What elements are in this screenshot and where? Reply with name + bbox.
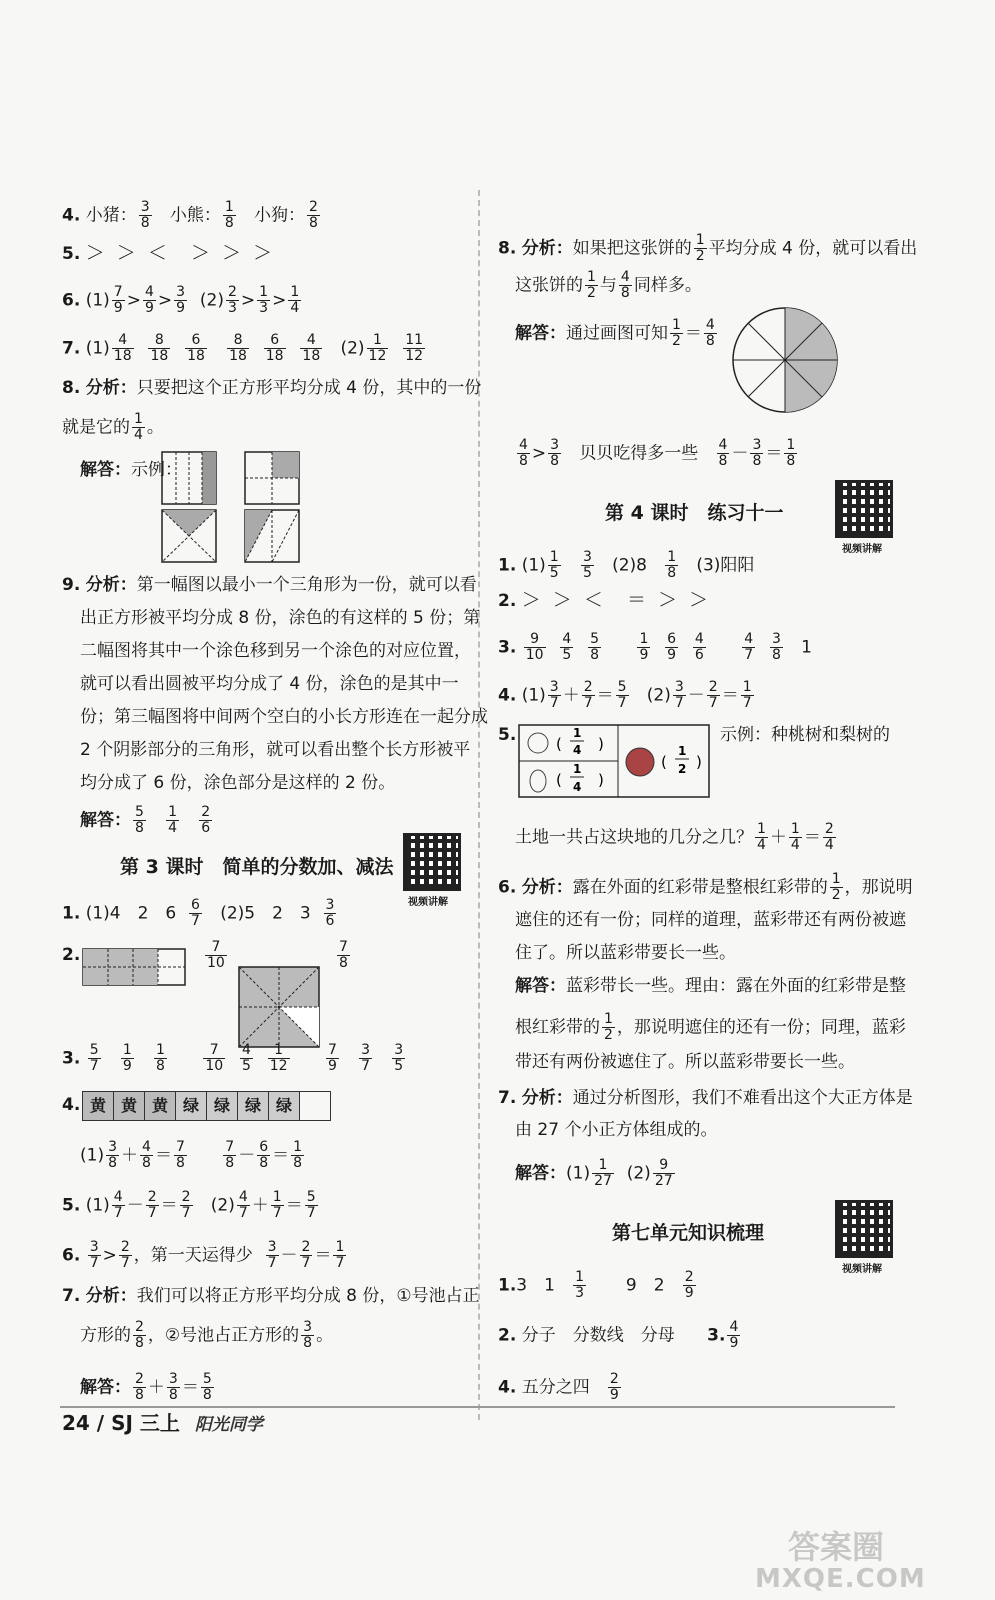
question-number: 4.	[498, 1377, 517, 1398]
analysis-text: 第一幅图以最小一个三角形为一份，就可以看	[136, 575, 477, 595]
part-label: (2)	[210, 1195, 235, 1216]
part-label: (2)	[199, 290, 224, 311]
strip-cell: 绿	[176, 1092, 207, 1120]
lesson3-answer-6: 6. $\frac{3}{7}$ > $\frac{2}{7}$ ，第一天运得少 $\frac{3}{7}$ － $\frac{2}{7}$ ＝ $\frac{1}{7}$	[62, 1239, 345, 1271]
answer-8-right-analysis: 8. 分析：如果把这张饼的 $\frac{1}{2}$ 平均分成 4 份，就可以看出	[498, 232, 918, 264]
question-number: 6.	[62, 1245, 81, 1266]
label: 小猪：	[85, 205, 137, 226]
lesson3-answer-7-solution: 解答： $\frac{2}{8}$ ＋ $\frac{3}{8}$ ＝ $\frac{5}{8}$	[80, 1371, 212, 1403]
analysis-text: 我们可以将正方形平均分成 8 份，①号池占正	[136, 1286, 480, 1306]
unit7-answer-1: 1.3 1 $\frac{1}{3}$ 9 2 $\frac{2}{9}$	[498, 1269, 694, 1301]
strip-cell: 黄	[114, 1092, 145, 1120]
page-number: 24	[62, 1411, 90, 1435]
lesson4-answer-5-line2: 土地一共占这块地的几分之几？ $\frac{1}{4}$ ＋ $\frac{1}{4}$ ＝ $\frac{2}{4}$	[515, 821, 834, 853]
lesson4-answer-2	[498, 590, 708, 611]
label: 小熊：	[169, 205, 221, 226]
question-number: 1.	[498, 1275, 517, 1296]
part-label: (2)	[340, 338, 365, 359]
qr-label: 视频讲解	[842, 544, 882, 555]
solution-text: 根红彩带的	[515, 1017, 600, 1038]
svg-text:1: 1	[678, 744, 687, 758]
qr-code-icon[interactable]	[835, 480, 893, 538]
analysis-text: 出正方形被平均分成 8 份，涂色的有这样的 5 份；第	[80, 608, 481, 628]
analysis-text: 住了。所以蓝彩带要长一些。	[515, 943, 736, 963]
question-number: 4.	[62, 1095, 81, 1115]
part-label: (2)	[626, 1163, 651, 1184]
lesson3-answer-4	[62, 1095, 80, 1115]
lesson4-answer-5	[498, 725, 516, 745]
question-number: 3.	[498, 637, 517, 658]
answer-text: 贝贝吃得多一些	[579, 443, 699, 464]
answer-7: 7. (1) $\frac{4}{18}$ $\frac{8}{18}$ $\frac{6}{18}$ $\frac{8}{18}$ $\frac{6}{18}$ $\frac{4}{18}$ (2) $\frac{1}{12}$ $\frac{11}{12}$	[62, 332, 424, 364]
question-number: 7.	[498, 1088, 517, 1108]
answer-9-analysis	[62, 575, 477, 595]
example-text: 示例：种桃树和梨树的	[720, 725, 890, 745]
part-label: (1)	[566, 1163, 591, 1184]
unit7-answer-2: 2. 分子 分数线 分母 3. $\frac{4}{9}$	[498, 1319, 739, 1351]
question-number: 8.	[498, 238, 517, 259]
analysis-text: 方形的	[80, 1325, 131, 1346]
svg-text:): )	[598, 735, 604, 753]
solution-text: 蓝彩带长一些。理由：露在外面的红彩带是整	[566, 976, 906, 996]
analysis-text: 只要把这个正方形平均分成 4 份，其中的一份	[136, 378, 482, 398]
question-number: 9.	[62, 575, 81, 595]
pie-circle-figure	[730, 305, 840, 415]
lesson4-answer-7-analysis	[498, 1088, 913, 1108]
lesson-4-title: 第 4 课时 练习十一	[605, 502, 784, 524]
rectangle-shading-figure	[82, 944, 187, 989]
strip-cell: 黄	[145, 1092, 176, 1120]
svg-text:4: 4	[573, 743, 582, 757]
svg-text:): )	[696, 753, 702, 771]
analysis-label: 分析：	[521, 238, 573, 259]
square-division-figures	[160, 450, 305, 565]
strip-cell	[300, 1092, 330, 1120]
answer-8-analysis	[62, 378, 481, 398]
qr-code-icon[interactable]	[835, 1200, 893, 1258]
answer-text: 1	[801, 637, 812, 658]
analysis-text: 2 个阴影部分的三角形，就可以看出整个长方形被平	[80, 740, 471, 760]
solution-label: 解答：	[515, 976, 566, 996]
analysis-text: 就可以看出圆被平均分成了 4 份，涂色的是其中一	[80, 674, 459, 694]
unit-7-title: 第七单元知识梳理	[612, 1222, 765, 1244]
analysis-label: 分析：	[85, 1286, 137, 1306]
solution-text: ，那说明遮住的还有一份；同理，蓝彩	[616, 1017, 906, 1038]
question-number: 7.	[62, 1286, 81, 1306]
analysis-text: 均分成了 6 份，涂色部分是这样的 2 份。	[80, 773, 396, 793]
solution-label: 解答：	[515, 1163, 566, 1184]
lesson3-answer-4-part1: (1) $\frac{3}{8}$ ＋ $\frac{4}{8}$ ＝ $\frac{7}{8}$ $\frac{7}{8}$ － $\frac{6}{8}$ ＝ $\frac{1}{8}$	[80, 1139, 303, 1171]
strip-cell: 绿	[269, 1092, 300, 1120]
svg-text:(: (	[556, 771, 562, 789]
lesson3-answer-7-analysis-2: 方形的 $\frac{2}{8}$ ，②号池占正方形的 $\frac{3}{8}$ 。	[80, 1319, 334, 1351]
answer-text: 五分之四	[521, 1377, 590, 1398]
analysis-text: 如果把这张饼的	[572, 238, 692, 259]
analysis-text: 二幅图将其中一个涂色移到另一个涂色的对应位置，	[80, 641, 471, 661]
analysis-text: 份；第三幅图将中间两个空白的小长方形连在一起分成	[80, 707, 488, 727]
solution-label: 解答：	[515, 323, 566, 344]
analysis-label: 分析：	[85, 575, 137, 595]
question-number: 6.	[62, 290, 81, 311]
question-number: 2.	[62, 945, 81, 965]
answer-9-solution: 解答： $\frac{5}{8}$ $\frac{1}{4}$ $\frac{2}{6}$	[80, 804, 211, 836]
answer-8-right-analysis-2: 这张饼的 $\frac{1}{2}$ 与 $\frac{4}{8}$ 同样多。	[515, 269, 702, 301]
question-number: 7.	[62, 338, 81, 359]
lesson4-answer-1: 1. (1) $\frac{1}{5}$ $\frac{3}{5}$ (2)8 $\frac{1}{8}$ (3)阳阳	[498, 549, 755, 581]
unit7-answer-4: 4. 五分之四 $\frac{2}{9}$	[498, 1371, 619, 1403]
analysis-text: 同样多。	[633, 275, 702, 296]
part-label: (1)	[85, 1195, 110, 1216]
watermark-text: MXQE.COM	[755, 1564, 926, 1594]
svg-text:(: (	[661, 753, 667, 771]
question-number: 1.	[498, 555, 517, 576]
lesson3-answer-5: 5. (1) $\frac{4}{7}$ － $\frac{2}{7}$ ＝ $\frac{2}{7}$ (2) $\frac{4}{7}$ ＋ $\frac{1}{7}$ ＝ $\frac{5}{7}$	[62, 1189, 316, 1221]
fraction: $\frac{2}{8}$	[308, 199, 318, 231]
lesson3-answer-3: 3. $\frac{5}{7}$ $\frac{1}{9}$ $\frac{1}{8}$ $\frac{7}{10}$ $\frac{4}{5}$ $\frac{1}{12}$ $\frac{7}{9}$ $\frac{3}{7}$ $\frac{3}{5}$	[62, 1042, 404, 1074]
question-number: 4.	[62, 205, 81, 226]
answer-6: 6. (1) $\frac{7}{9}$ > $\frac{4}{9}$ > $\frac{3}{9}$ (2) $\frac{2}{3}$ > $\frac{1}{3}$ > $\frac{1}{4}$	[62, 284, 300, 316]
part-label: (1)	[521, 555, 546, 576]
qr-code-icon[interactable]	[403, 833, 461, 891]
solution-label: 解答：	[80, 1377, 131, 1398]
solution-text: 示例：	[131, 460, 182, 480]
lesson3-answer-7-analysis	[62, 1286, 480, 1306]
answer-5	[62, 243, 272, 264]
part-label: (1)	[85, 290, 110, 311]
analysis-label: 分析：	[521, 877, 573, 898]
analysis-text: 平均分成 4 份，就可以看出	[708, 238, 918, 259]
lesson4-answer-6-solution-2: 根红彩带的 $\frac{1}{2}$ ，那说明遮住的还有一份；同理，蓝彩	[515, 1011, 906, 1043]
svg-text:(: (	[556, 735, 562, 753]
part-label: (1)	[85, 338, 110, 359]
answer-text: 3 1	[516, 1275, 555, 1296]
lesson-3-title: 第 3 课时 简单的分数加、减法	[120, 856, 394, 878]
question-number: 3.	[707, 1325, 726, 1346]
answer-8-right-compare: $\frac{4}{8}$ > $\frac{3}{8}$ 贝贝吃得多一些 $\frac{4}{8}$ － $\frac{3}{8}$ ＝ $\frac{1}{8}$	[519, 437, 796, 469]
lesson4-answer-6-solution	[515, 976, 906, 996]
analysis-text: 就是它的	[62, 417, 130, 438]
footer-rule	[60, 1406, 895, 1408]
brand-logo: 阳光同学	[194, 1415, 263, 1435]
question-number: 5.	[498, 725, 517, 745]
analysis-label: 分析：	[85, 378, 137, 398]
column-divider	[478, 190, 480, 1420]
analysis-text: 露在外面的红彩带是整根红彩带的	[572, 877, 828, 898]
series-label: SJ 三上	[111, 1411, 180, 1435]
svg-text:4: 4	[573, 780, 582, 794]
svg-text:2: 2	[678, 762, 687, 776]
qr-label: 视频讲解	[842, 1264, 882, 1275]
question-number: 2.	[498, 591, 517, 611]
answer-text: (1)4 2 6	[85, 903, 177, 924]
part-label: (2)8	[612, 555, 647, 576]
question-number: 2.	[498, 1325, 517, 1346]
footer: 24 / SJ 三上 阳光同学	[62, 1411, 263, 1435]
fruit-land-table	[518, 724, 710, 798]
watermark-logo: 答案圈	[788, 1528, 885, 1566]
question-number: 3.	[62, 1048, 81, 1069]
analysis-text: ，②号池占正方形的	[147, 1325, 300, 1346]
solution-label: 解答：	[80, 460, 131, 480]
color-strip	[82, 1091, 331, 1121]
question-number: 6.	[498, 877, 517, 898]
lesson4-answer-3: 3. $\frac{9}{10}$ $\frac{4}{5}$ $\frac{5}{8}$ $\frac{1}{9}$ $\frac{6}{9}$ $\frac{4}{6}$ $\frac{4}{7}$ $\frac{3}{8}$ 1	[498, 631, 812, 663]
fraction-seven-tenths: $\frac{7}{10}$	[207, 939, 225, 971]
answer-text: 分子 分数线 分母	[521, 1325, 675, 1346]
answer-text: 土地一共占这块地的几分之几？	[515, 827, 753, 848]
analysis-label: 分析：	[521, 1088, 573, 1108]
answer-text: ＞ ＞ ＜ ＞ ＞ ＞	[85, 242, 273, 264]
question-number: 1.	[62, 903, 81, 924]
label: 小狗：	[253, 205, 305, 226]
fraction: $\frac{1}{8}$	[224, 199, 234, 231]
svg-text:1: 1	[573, 726, 582, 740]
fraction: $\frac{3}{8}$	[140, 199, 150, 231]
analysis-text: ，那说明	[844, 877, 913, 898]
question-number: 4.	[498, 685, 517, 706]
analysis-text: 遮住的还有一份；同样的道理，蓝彩带还有两份被遮	[515, 910, 906, 930]
part-label: (1)	[80, 1145, 105, 1166]
svg-text:1: 1	[573, 762, 582, 776]
solution-text: 通过画图可知	[566, 323, 668, 344]
question-number: 5.	[62, 244, 81, 264]
answer-text: ，第一天运得少	[133, 1245, 253, 1266]
strip-cell: 黄	[83, 1092, 114, 1120]
answer-text: ＞ ＞ ＜ ＝ ＞ ＞	[521, 589, 709, 611]
part-label: (2)	[646, 685, 671, 706]
answer-text: 9 2	[625, 1275, 665, 1296]
strip-cell: 绿	[207, 1092, 238, 1120]
analysis-text: 这张饼的	[515, 275, 583, 296]
part-label: (3)阳阳	[696, 555, 755, 576]
answer-8-analysis-2: 就是它的 $\frac{1}{4}$ 。	[62, 411, 164, 443]
answer-text: (2)5 2 3	[220, 903, 311, 924]
lesson4-answer-4: 4. (1) $\frac{3}{7}$ ＋ $\frac{2}{7}$ ＝ $\frac{5}{7}$ (2) $\frac{3}{7}$ － $\frac{2}{7}$ ＝ $\frac{1}{7}$	[498, 679, 752, 711]
solution-text: 带还有两份被遮住了。所以蓝彩带要长一些。	[515, 1052, 855, 1072]
solution-label: 解答：	[80, 810, 131, 831]
svg-text:): )	[598, 771, 604, 789]
analysis-text: 与	[599, 275, 617, 296]
square-shading-figure	[237, 965, 321, 1049]
lesson3-answer-2	[62, 945, 80, 965]
part-label: (1)	[521, 685, 546, 706]
analysis-text: 通过分析图形，我们不难看出这个大正方体是	[572, 1088, 913, 1108]
question-number: 5.	[62, 1195, 81, 1216]
qr-label: 视频讲解	[408, 897, 448, 908]
fraction-seven-eighths: $\frac{7}{8}$	[339, 939, 348, 971]
lesson4-answer-7-solution: 解答：(1) $\frac{1}{27}$ (2) $\frac{9}{27}$	[515, 1157, 673, 1189]
question-number: 8.	[62, 378, 81, 398]
lesson4-answer-6-analysis: 6. 分析：露在外面的红彩带是整根红彩带的 $\frac{1}{2}$ ，那说明	[498, 871, 913, 903]
strip-cell: 绿	[238, 1092, 269, 1120]
lesson3-answer-1: 1. (1)4 2 6 $\frac{6}{7}$ (2)5 2 3 $\frac{3}{6}$	[62, 897, 335, 929]
answer-4	[62, 200, 322, 231]
analysis-text: 由 27 个小正方体组成的。	[515, 1120, 718, 1140]
answer-8-right-solution: 解答：通过画图可知 $\frac{1}{2}$ ＝ $\frac{4}{8}$	[515, 317, 715, 349]
